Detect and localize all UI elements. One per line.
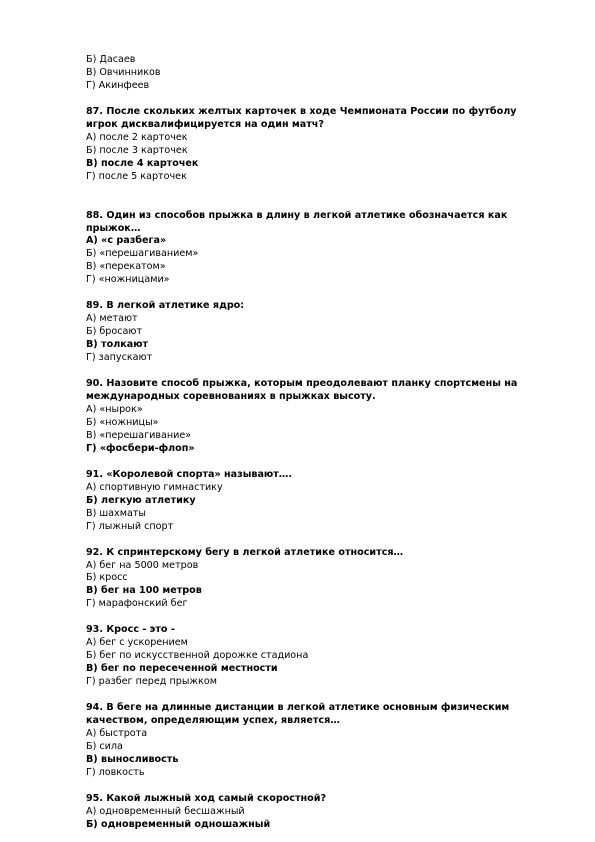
question-block	[86, 624, 546, 689]
answer-option: В) шахматы	[86, 507, 146, 519]
correct-answer-option: В) толкают	[86, 339, 149, 351]
question-text: 93. Кросс - это -	[86, 624, 175, 636]
correct-answer-option: Г) «фосбери-флоп»	[86, 442, 195, 454]
question-block	[86, 702, 546, 780]
question-block	[86, 378, 546, 456]
answer-option: Б) кросс	[86, 572, 128, 584]
question-text: 91. «Королевой спорта» называют….	[86, 468, 293, 480]
correct-answer-option: В) после 4 карточек	[86, 157, 199, 169]
answer-option: Б) «ножницы»	[86, 416, 159, 428]
document-page	[86, 54, 546, 832]
question-text: 87. После скольких желтых карточек в ходе Чемпионата России по футболу игрок дисквалифицируется на один матч?	[86, 105, 517, 130]
answer-option: Г) после 5 карточек	[86, 170, 187, 182]
answer-option: Г) лыжный спорт	[86, 520, 174, 532]
correct-answer-option: Б) одновременный одношажный	[86, 818, 271, 830]
question-block	[86, 469, 546, 534]
answer-option: Б) после 3 карточек	[86, 144, 188, 156]
correct-answer-option: В) бег по пересеченной местности	[86, 663, 278, 675]
answer-option: А) бег с ускорением	[86, 637, 188, 649]
answer-option: Б) Дасаев	[86, 54, 136, 65]
answer-option: А) метают	[86, 313, 138, 325]
question-block	[86, 300, 546, 365]
question-text: 92. К спринтерскому бегу в легкой атлетике относится…	[86, 546, 404, 558]
answer-option: Г) «ножницами»	[86, 274, 170, 286]
answer-option: А) одновременный бесшажный	[86, 805, 245, 817]
answer-option: В) «перекатом»	[86, 261, 166, 273]
question-text: 95. Какой лыжный ход самый скоростной?	[86, 792, 327, 804]
answer-option: В) Овчинников	[86, 66, 161, 78]
question-block	[86, 793, 546, 832]
correct-answer-option: Б) легкую атлетику	[86, 494, 196, 506]
question-text: 88. Один из способов прыжка в длину в легкой атлетике обозначается как прыжок…	[86, 209, 508, 234]
question-text: 94. В беге на длинные дистанции в легкой атлетике основным физическим качеством, определяющим успех, является…	[86, 702, 510, 727]
correct-answer-option: В) выносливость	[86, 753, 179, 765]
answer-option: А) быстрота	[86, 727, 148, 739]
answer-option: Г) Акинфеев	[86, 79, 150, 91]
correct-answer-option: В) бег на 100 метров	[86, 585, 202, 597]
answer-option: Г) разбег перед прыжком	[86, 676, 217, 688]
question-text: 90. Назовите способ прыжка, которым преодолевают планку спортсмены на международных соревнованиях в прыжках высоту.	[86, 378, 518, 403]
answer-option: Б) бег по искусственной дорожке стадиона	[86, 650, 309, 662]
question-block	[86, 106, 546, 184]
question-block	[86, 547, 546, 612]
answer-option: Г) марафонский бег	[86, 598, 188, 610]
question-block	[86, 210, 546, 288]
answer-option: В) «перешагивание»	[86, 429, 192, 441]
answer-option: Б) «перешагиванием»	[86, 248, 199, 260]
answer-option: Г) запускают	[86, 352, 153, 364]
answer-options-continued	[86, 54, 546, 93]
answer-option: Б) сила	[86, 740, 123, 752]
question-text: 89. В легкой атлетике ядро:	[86, 300, 245, 312]
answer-option: Г) ловкость	[86, 766, 145, 778]
correct-answer-option: А) «с разбега»	[86, 235, 167, 247]
answer-option: Б) бросают	[86, 326, 143, 338]
answer-option: А) спортивную гимнастику	[86, 481, 223, 493]
answer-option: А) после 2 карточек	[86, 131, 188, 143]
answer-option: А) бег на 5000 метров	[86, 559, 199, 571]
answer-option: А) «нырок»	[86, 403, 143, 415]
